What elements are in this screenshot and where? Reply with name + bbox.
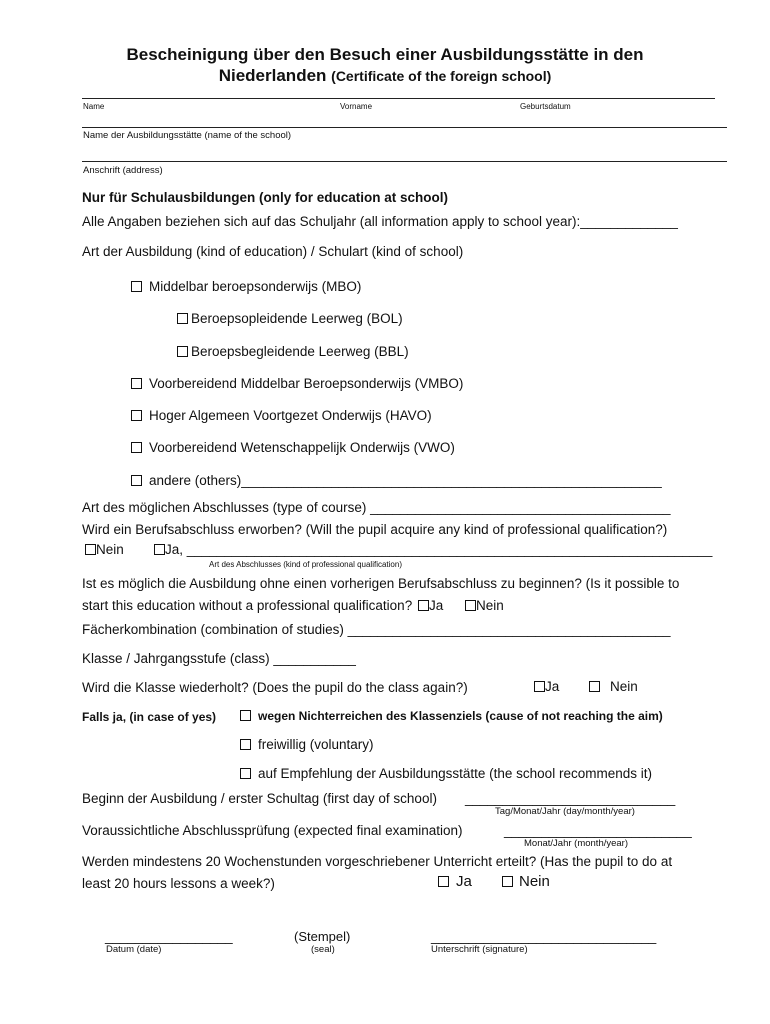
if-yes-option-3[interactable]: [240, 766, 652, 781]
combination-field[interactable]: Fächerkombination (combination of studies) ___________________________________________: [82, 622, 671, 637]
without-qualification-line2: [82, 598, 504, 613]
address-label: Anschrift (address): [83, 165, 163, 176]
bol-label: Beroepsopleidende Leerweg (BOL): [191, 311, 403, 326]
repeat-nein-label: Nein: [610, 679, 638, 694]
andere-label: andere (others)________________________________________________________: [149, 473, 662, 488]
if-yes-option-1[interactable]: [240, 709, 663, 723]
repeat-ja-label: Ja: [545, 679, 560, 694]
vwo-checkbox[interactable]: [131, 442, 142, 453]
without-qualification-ja-checkbox[interactable]: [418, 600, 429, 611]
option-andere[interactable]: [131, 473, 662, 488]
qualification-ja[interactable]: [154, 542, 712, 557]
date-field[interactable]: _________________: [105, 929, 233, 944]
begin-caption: Tag/Monat/Jahr (day/month/year): [495, 806, 635, 817]
name-label: Name: [83, 102, 105, 111]
type-of-course-field[interactable]: Art des möglichen Abschlusses (type of course) ________________________________________: [82, 500, 671, 515]
section-heading: Nur für Schulausbildungen (only for education at school): [82, 190, 449, 205]
vmbo-checkbox[interactable]: [131, 378, 142, 389]
school-recommends-checkbox[interactable]: [240, 768, 251, 779]
not-reaching-aim-label: wegen Nichterreichen des Klassenziels (cause of not reaching the aim): [258, 709, 663, 723]
option-vmbo[interactable]: [131, 376, 463, 391]
without-qualification-ja-label: Ja: [428, 598, 444, 613]
title-country: Niederlanden: [218, 66, 327, 85]
hours-nein-label: Nein: [519, 873, 550, 890]
without-qualification-line1: Ist es möglich die Ausbildung ohne einen vorherigen Berufsabschluss zu beginnen? (Is it possible to: [82, 576, 680, 591]
option-bol[interactable]: [177, 311, 403, 326]
voluntary-label: freiwillig (voluntary): [258, 737, 374, 752]
hours-ja-checkbox[interactable]: [438, 876, 449, 887]
hours-nein-checkbox[interactable]: [502, 876, 513, 887]
title-subtitle: (Certificate of the foreign school): [331, 68, 552, 84]
seal-label: (seal): [311, 944, 335, 955]
klasse-field[interactable]: Klasse / Jahrgangsstufe (class) ___________: [82, 651, 356, 666]
page-title: [0, 44, 770, 87]
andere-checkbox[interactable]: [131, 475, 142, 486]
bbl-checkbox[interactable]: [177, 346, 188, 357]
havo-label: Hoger Algemeen Voortgezet Onderwijs (HAVO): [149, 408, 432, 423]
repeat-question: Wird die Klasse wiederholt? (Does the pupil do the class again?): [82, 680, 468, 695]
hours-ja-label: Ja: [456, 873, 472, 890]
without-qualification-nein-checkbox[interactable]: [465, 600, 476, 611]
date-label: Datum (date): [106, 944, 162, 955]
bol-checkbox[interactable]: [177, 313, 188, 324]
stamp-label: (Stempel): [294, 929, 351, 944]
school-name-label: Name der Ausbildungsstätte (name of the school): [83, 130, 292, 141]
begin-label: Beginn der Ausbildung / erster Schultag (first day of school): [82, 791, 437, 806]
voluntary-checkbox[interactable]: [240, 739, 251, 750]
hours-line1: Werden mindestens 20 Wochenstunden vorgeschriebener Unterricht erteilt? (Has the pupil to do at: [82, 854, 673, 869]
hours-nein[interactable]: [502, 873, 550, 890]
hours-line2: least 20 hours lessons a week?): [82, 876, 275, 891]
qualification-nein-label: Nein: [96, 542, 124, 557]
without-qualification-nein-label: Nein: [476, 598, 504, 613]
option-havo[interactable]: [131, 408, 432, 423]
mbo-checkbox[interactable]: [131, 281, 142, 292]
vorname-label: Vorname: [340, 102, 373, 111]
qualification-ja-checkbox[interactable]: [154, 544, 165, 555]
repeat-nein-checkbox[interactable]: [589, 681, 600, 692]
school-name-line[interactable]: [82, 127, 727, 128]
title-line-1: Bescheinigung über den Besuch einer Ausbildungsstätte in den: [126, 45, 644, 64]
school-year-field[interactable]: Alle Angaben beziehen sich auf das Schuljahr (all information apply to school year):_____________: [82, 214, 678, 229]
begin-field[interactable]: ____________________________: [465, 791, 676, 806]
signature-field[interactable]: ______________________________: [431, 929, 657, 944]
hours-ja[interactable]: [438, 873, 472, 890]
repeat-ja-checkbox[interactable]: [534, 681, 545, 692]
final-exam-label: Voraussichtliche Abschlussprüfung (expected final examination): [82, 823, 463, 838]
mbo-label: Middelbar beroepsonderwijs (MBO): [149, 279, 362, 294]
final-exam-field[interactable]: _________________________: [504, 823, 692, 838]
qualification-caption: Art des Abschlusses (kind of professional qualification): [209, 560, 402, 569]
kind-of-education-label: Art der Ausbildung (kind of education) / Schulart (kind of school): [82, 244, 464, 259]
not-reaching-aim-checkbox[interactable]: [240, 710, 251, 721]
qualification-nein[interactable]: [85, 542, 124, 557]
if-yes-option-2[interactable]: [240, 737, 374, 752]
option-bbl[interactable]: [177, 344, 409, 359]
title-line-2: [0, 65, 770, 87]
school-recommends-label: auf Empfehlung der Ausbildungsstätte (the school recommends it): [258, 766, 652, 781]
qualification-question: Wird ein Berufsabschluss erworben? (Will the pupil acquire any kind of professional qualification?): [82, 522, 668, 537]
if-yes-label: Falls ja, (in case of yes): [82, 710, 217, 724]
name-line[interactable]: [82, 98, 715, 99]
vmbo-label: Voorbereidend Middelbar Beroepsonderwijs (VMBO): [149, 376, 464, 391]
option-mbo[interactable]: [131, 279, 361, 294]
repeat-nein[interactable]: [589, 679, 638, 694]
address-line[interactable]: [82, 161, 727, 162]
repeat-ja[interactable]: [534, 679, 559, 694]
option-vwo[interactable]: [131, 440, 455, 455]
without-qualification-text: start this education without a professional qualification?: [82, 598, 413, 613]
bbl-label: Beroepsbegleidende Leerweg (BBL): [191, 344, 409, 359]
signature-label: Unterschrift (signature): [431, 944, 528, 955]
qualification-ja-field[interactable]: Ja, ______________________________________________________________________: [165, 542, 713, 557]
geburtsdatum-label: Geburtsdatum: [520, 102, 571, 111]
vwo-label: Voorbereidend Wetenschappelijk Onderwijs (VWO): [149, 440, 455, 455]
havo-checkbox[interactable]: [131, 410, 142, 421]
qualification-nein-checkbox[interactable]: [85, 544, 96, 555]
final-exam-caption: Monat/Jahr (month/year): [524, 838, 629, 849]
